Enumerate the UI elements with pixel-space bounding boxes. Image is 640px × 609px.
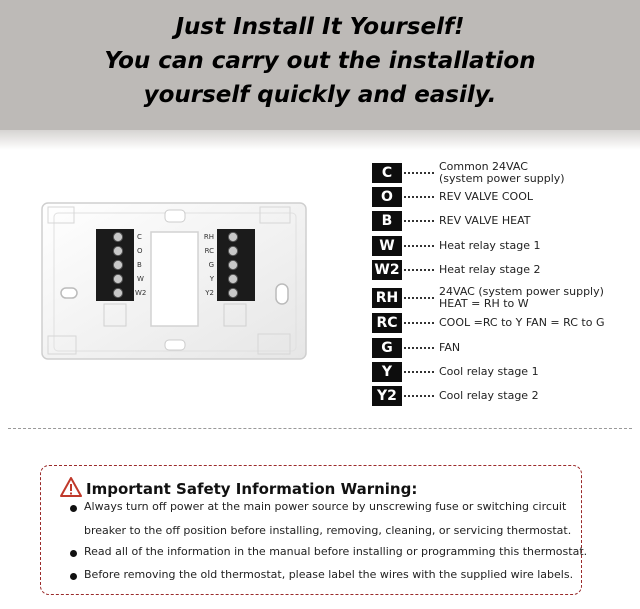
- warning-text: Always turn off power at the main power source by unscrewing fuse or switching circuit: [84, 500, 567, 513]
- headline-line-1: Just Install It Yourself!: [175, 14, 465, 40]
- leader-dots: [404, 297, 434, 299]
- wire-description: Heat relay stage 2: [439, 263, 541, 276]
- wire-code-badge: W2: [372, 260, 402, 280]
- wire-code-badge: RH: [372, 288, 402, 308]
- wire-description: [439, 286, 604, 310]
- leader-dots: [404, 371, 434, 373]
- wire-code-badge: Y: [372, 362, 402, 382]
- wire-code-badge: Y2: [372, 386, 402, 406]
- warning-triangle-icon: [60, 477, 82, 497]
- warning-text: breaker to the off position before installing, removing, cleaning, or servicing thermostat.: [84, 524, 572, 537]
- terminal-label-W: W: [137, 275, 144, 283]
- leader-dots: [404, 395, 434, 397]
- wire-code-badge: C: [372, 163, 402, 183]
- wire-description: Heat relay stage 1: [439, 239, 541, 252]
- wire-row-g: [372, 337, 460, 359]
- wire-row-b: [372, 210, 530, 232]
- wire-code-badge: G: [372, 338, 402, 358]
- leader-dots: [404, 196, 434, 198]
- terminal-label-W2: W2: [135, 289, 147, 297]
- wire-description: REV VALVE COOL: [439, 190, 533, 203]
- terminal-label-B: B: [137, 261, 142, 269]
- terminal-label-RC: RC: [204, 247, 214, 255]
- wire-row-w: [372, 235, 540, 257]
- wall-plate-illustration: [0, 0, 330, 380]
- wire-code-badge: W: [372, 236, 402, 256]
- wire-description: Cool relay stage 1: [439, 365, 539, 378]
- bullet-dot: [70, 573, 77, 580]
- wire-description: Cool relay stage 2: [439, 389, 539, 402]
- leader-dots: [404, 245, 434, 247]
- leader-dots: [404, 322, 434, 324]
- warning-title: Important Safety Information Warning:: [86, 480, 418, 498]
- leader-dots: [404, 347, 434, 349]
- wire-row-y: [372, 361, 539, 383]
- warning-text: Read all of the information in the manual before installing or programming this thermostat.: [84, 545, 588, 558]
- warning-text: Before removing the old thermostat, please label the wires with the supplied wire labels.: [84, 568, 574, 581]
- wire-row-y2: [372, 385, 539, 407]
- headline-line-2: You can carry out the installation: [104, 48, 536, 74]
- wire-description-line: (system power supply): [439, 172, 565, 185]
- mounting-slot-top: [165, 210, 185, 222]
- wire-description-line: HEAT = RH to W: [439, 297, 529, 310]
- wire-row-rc: [372, 312, 604, 334]
- wire-row-o: [372, 186, 533, 208]
- leader-dots: [404, 220, 434, 222]
- mounting-slot-right: [276, 284, 288, 304]
- wire-description: COOL =RC to Y FAN = RC to G: [439, 316, 605, 329]
- headline-line-3: yourself quickly and easily.: [143, 82, 497, 108]
- terminal-label-C: C: [137, 233, 142, 241]
- bullet-dot: [70, 505, 77, 512]
- wire-description: [439, 161, 565, 185]
- terminal-label-RH: RH: [203, 233, 214, 241]
- wire-row-rh: [372, 287, 604, 309]
- section-divider: [8, 428, 632, 429]
- bullet-dot: [70, 550, 77, 557]
- mounting-slot-bottom: [165, 340, 185, 350]
- leader-dots: [404, 172, 434, 174]
- wire-code-badge: RC: [372, 313, 402, 333]
- wire-row-c: [372, 162, 565, 184]
- wire-row-w2: [372, 259, 540, 281]
- wire-description-line: 24VAC (system power supply): [439, 285, 604, 298]
- terminal-label-Y2: Y2: [205, 289, 214, 297]
- wire-description-line: Common 24VAC: [439, 160, 528, 173]
- terminal-label-G: G: [208, 261, 214, 269]
- terminal-label-Y: Y: [209, 275, 214, 283]
- wire-code-badge: B: [372, 211, 402, 231]
- wire-code-badge: O: [372, 187, 402, 207]
- wire-description: REV VALVE HEAT: [439, 214, 531, 227]
- wire-description: FAN: [439, 341, 461, 354]
- plate-center-opening: [151, 232, 198, 326]
- mounting-slot-left: [61, 288, 77, 298]
- terminal-label-O: O: [137, 247, 143, 255]
- leader-dots: [404, 269, 434, 271]
